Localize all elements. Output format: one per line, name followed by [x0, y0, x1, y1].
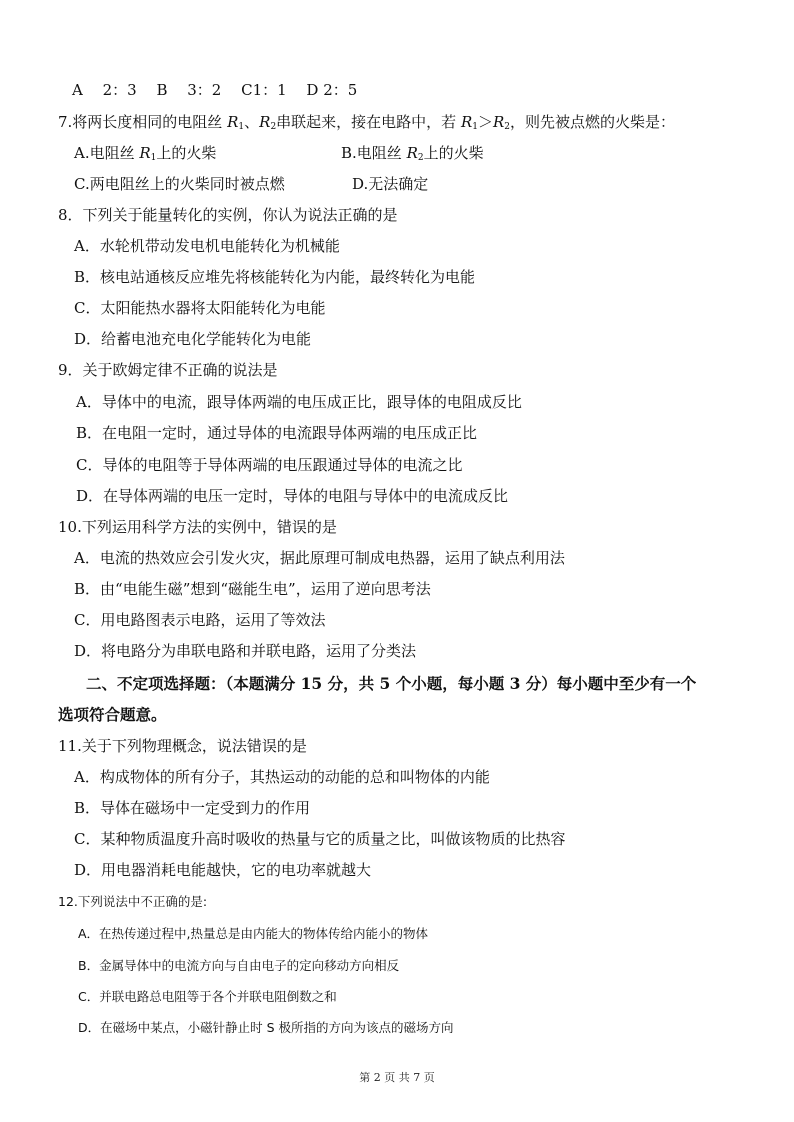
q11-option-b: B．导体在磁场中一定受到力的作用 — [74, 799, 311, 817]
q9-option-c: C．导体的电阻等于导体两端的电压跟通过导体的电流之比 — [76, 456, 463, 474]
q11-option-d: D．用电器消耗电能越快，它的电功率就越大 — [74, 861, 372, 879]
q12-stem: 12.下列说法中不正确的是: — [58, 894, 208, 909]
q10-option-a: A．电流的热效应会引发火灾，据此原理可制成电热器，运用了缺点利用法 — [74, 549, 565, 567]
q7-r1-cmp-sub: 1 — [472, 122, 478, 132]
q7-stem-c: ，则先被点燃的火柴是： — [510, 113, 676, 131]
q7-gt: ＞ — [477, 113, 493, 131]
q10-option-d: D．将电路分为串联电路和并联电路，运用了分类法 — [74, 642, 417, 660]
q9-stem: 9．关于欧姆定律不正确的说法是 — [58, 361, 278, 379]
q7-option-b — [341, 143, 484, 168]
q7-r1-sub: 1 — [238, 122, 245, 132]
q11-option-c: C．某种物质温度升高时吸收的热量与它的质量之比，叫做该物质的比热容 — [74, 830, 566, 848]
q7-stem-a: 7.将两长度相同的电阻丝 — [58, 113, 228, 131]
q11-option-a: A．构成物体的所有分子，其热运动的动能的总和叫物体的内能 — [74, 768, 490, 786]
q12-option-c: C．并联电路总电阻等于各个并联电阻倒数之和 — [78, 989, 337, 1004]
q7-sep: 、 — [244, 113, 260, 131]
q9-option-d: D．在导体两端的电压一定时，导体的电阻与导体中的电流成反比 — [76, 487, 509, 505]
q7-option-b-r: R — [406, 144, 418, 162]
q7-stem-b: 串联起来，接在电路中，若 — [276, 113, 461, 131]
q8-stem: 8．下列关于能量转化的实例，你认为说法正确的是 — [58, 206, 398, 224]
q7-option-d: D.无法确定 — [352, 175, 429, 193]
q8-option-a: A．水轮机带动发电机电能转化为机械能 — [74, 237, 340, 255]
q9-option-b: B．在电阻一定时，通过导体的电流跟导体两端的电压成正比 — [76, 424, 478, 442]
q7-option-b-sub: 2 — [417, 153, 424, 163]
q12-option-a: A．在热传递过程中,热量总是由内能大的物体传给内能小的物体 — [78, 926, 429, 941]
page-number: 第 2 页 共 7 页 — [359, 1071, 435, 1084]
q7-option-a-sub: 1 — [150, 153, 157, 163]
q8-option-b: B．核电站通核反应堆先将核能转化为内能，最终转化为电能 — [74, 268, 476, 286]
q7-r2-cmp-sub: 2 — [504, 122, 511, 132]
q10-stem: 10.下列运用科学方法的实例中，错误的是 — [58, 518, 337, 536]
q7-r1: R — [227, 113, 239, 131]
q7-option-c: C.两电阻丝上的火柴同时被点燃 — [74, 175, 285, 193]
q11-stem: 11.关于下列物理概念，说法错误的是 — [58, 737, 307, 755]
q7-stem — [58, 112, 675, 137]
q9-option-a: A．导体中的电流，跟导体两端的电压成正比，跟导体的电阻成反比 — [76, 393, 522, 411]
q12-option-d: D．在磁场中某点，小磁针静止时 S 极所指的方向为该点的磁场方向 — [78, 1020, 454, 1035]
q7-option-a — [74, 143, 216, 168]
q12-option-b: B．金属导体中的电流方向与自由电子的定向移动方向相反 — [78, 958, 400, 973]
q7-option-a-r: R — [139, 144, 151, 162]
q10-option-c: C．用电路图表示电路，运用了等效法 — [74, 611, 326, 629]
section2-heading-cont: 选项符合题意。 — [58, 705, 167, 724]
q7-r2: R — [259, 113, 271, 131]
q6-options: A 2：3 B 3：2 C1：1 D 2：5 — [72, 81, 358, 99]
q7-option-b-prefix: B.电阻丝 — [341, 144, 407, 162]
q8-option-c: C．太阳能热水器将太阳能转化为电能 — [74, 299, 326, 317]
q7-option-b-suffix: 上的火柴 — [423, 144, 484, 162]
section2-heading: 二、不定项选择题：（本题满分 15 分，共 5 个小题，每小题 3 分）每小题中至少有一个 — [86, 674, 697, 693]
q7-r1-cmp: R — [460, 113, 473, 131]
q7-option-a-suffix: 上的火柴 — [156, 144, 217, 162]
q10-option-b: B．由“电能生磁”想到“磁能生电”，运用了逆向思考法 — [74, 580, 431, 598]
q8-option-d: D．给蓄电池充电化学能转化为电能 — [74, 330, 312, 348]
q7-r2-sub: 2 — [270, 122, 277, 132]
q7-option-a-prefix: A.电阻丝 — [74, 144, 140, 162]
q7-r2-cmp: R — [493, 113, 505, 131]
